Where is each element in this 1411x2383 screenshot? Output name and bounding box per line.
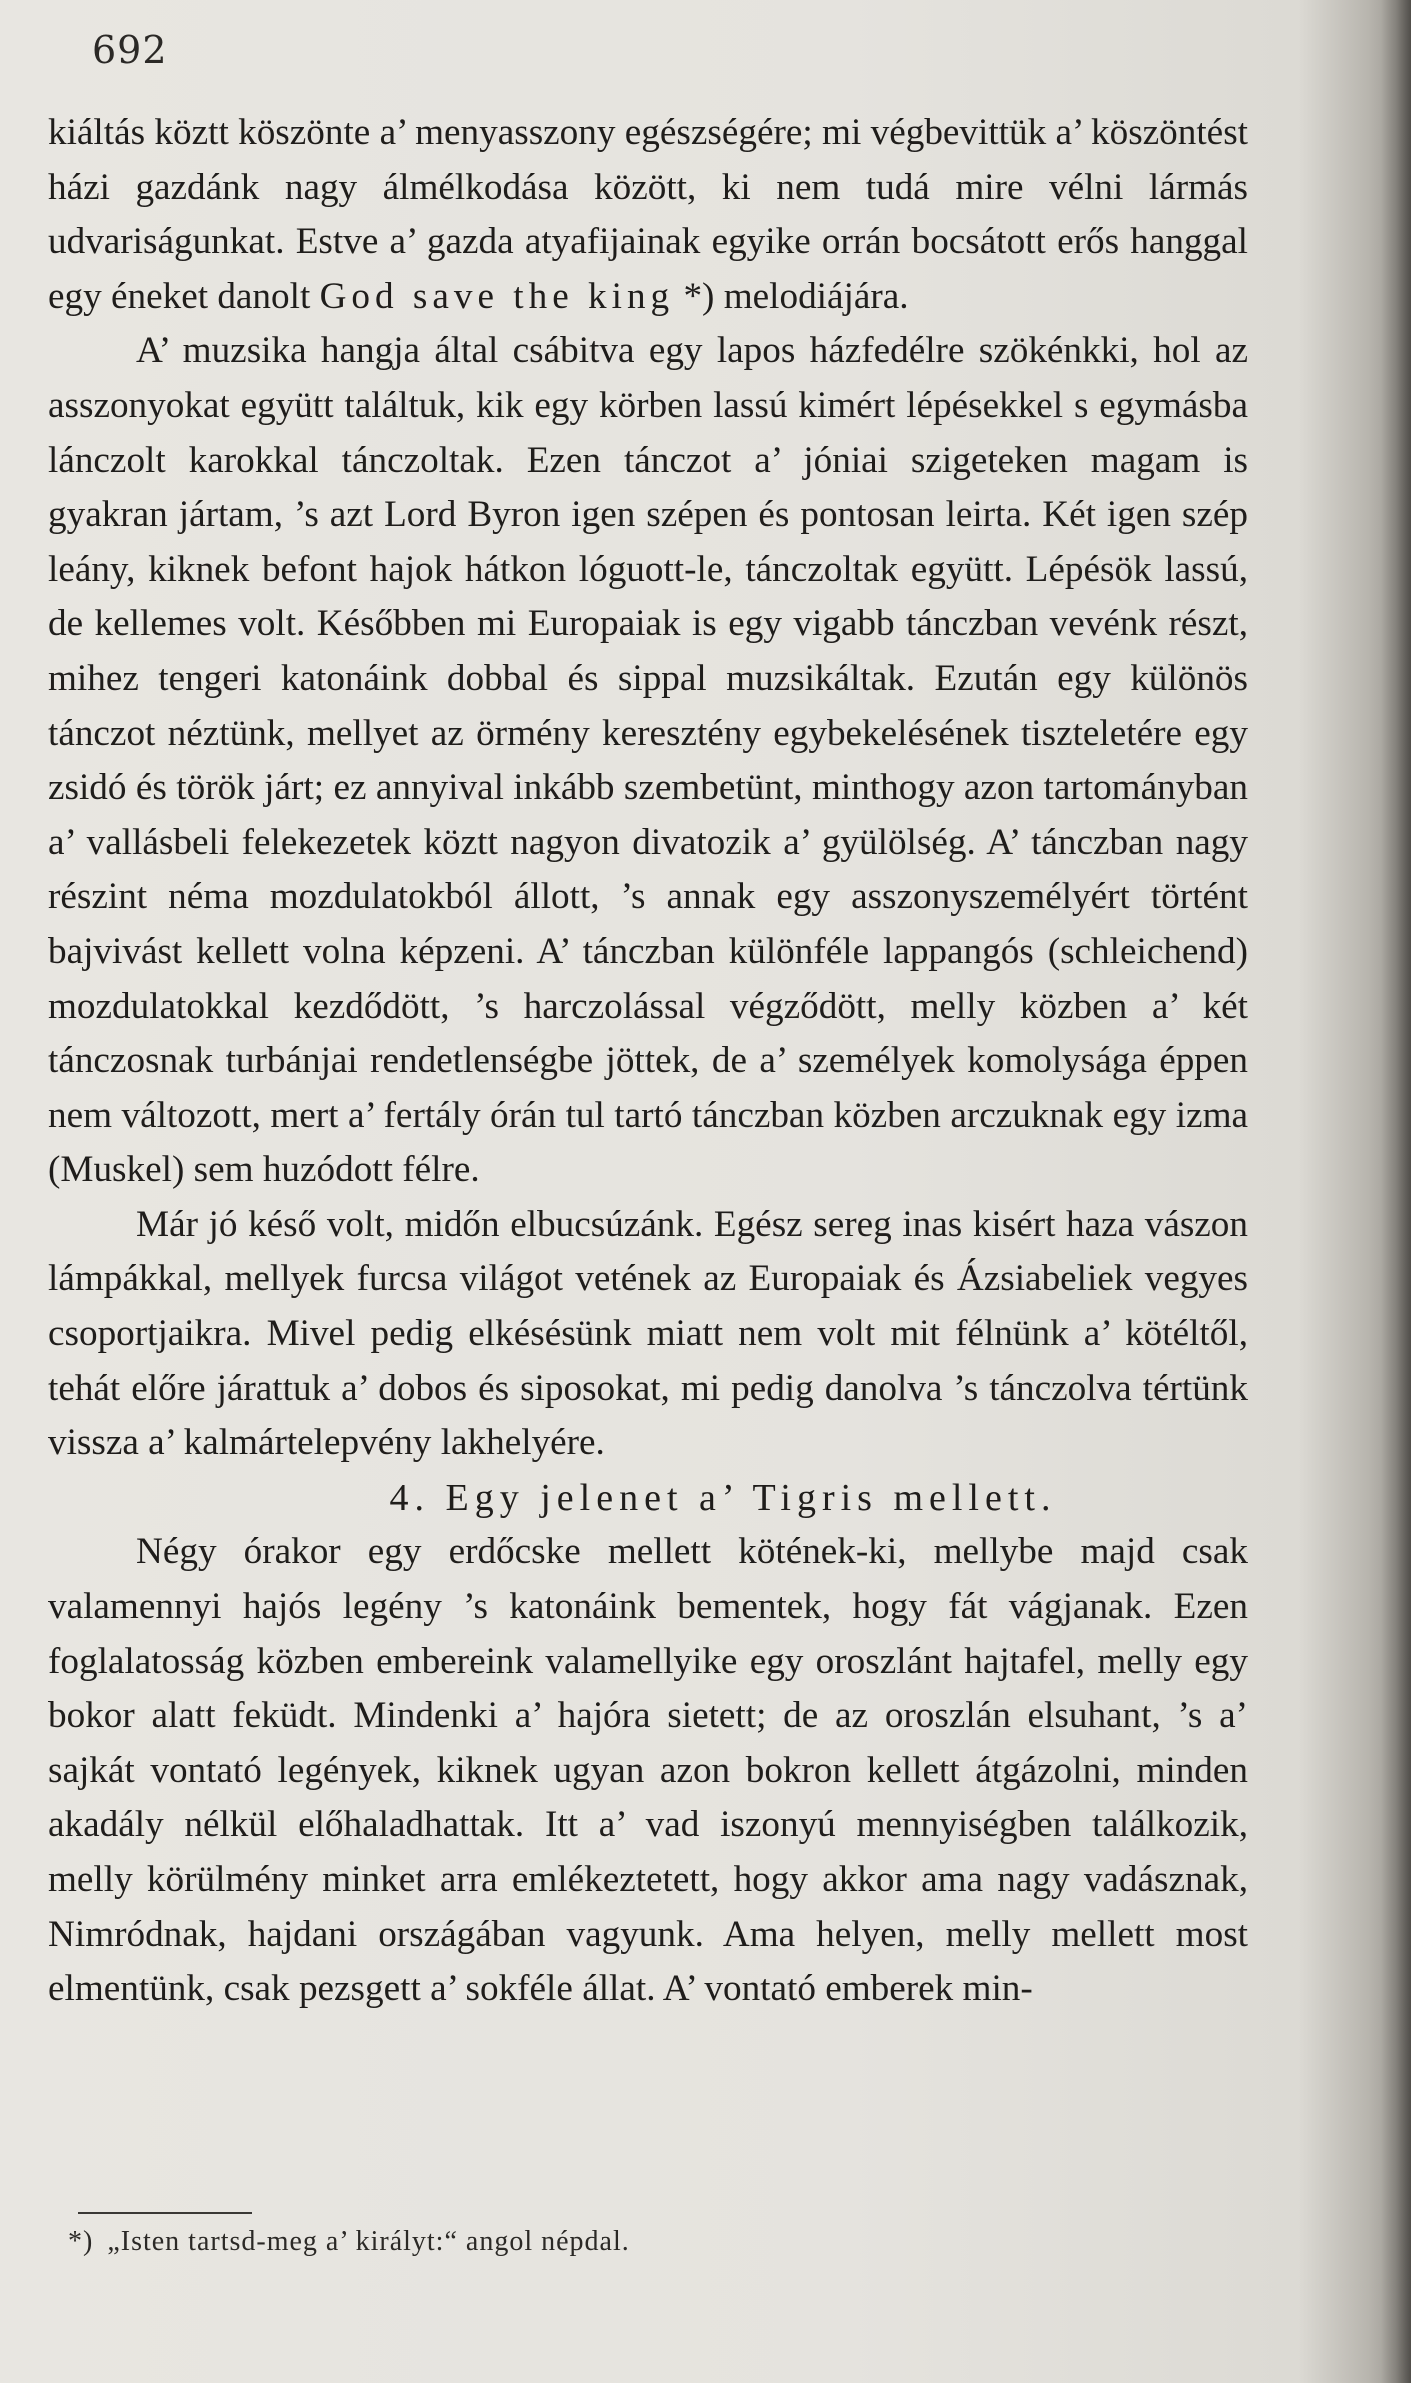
main-text <box>48 106 1248 2017</box>
footnote <box>68 2226 630 2258</box>
footnote-text: „Isten tartsd-meg a’ királyt:“ angol népdal. <box>107 2226 630 2257</box>
song-title: God save the king <box>319 275 675 317</box>
paragraph-tigris: Négy órakor egy erdőcske mellett kötének-ki, mellybe majd csak valamennyi hajós legény ’s katonáink bementek, hogy fát vágjanak. Ezen foglalatosság közben embereink valamellyike egy oroszlánt hajtafel, melly egy bokor alatt feküdt. Mindenki a’ hajóra sietett; de az oroszlán elsuhant, ’s a’ sajkát vontató legények, kiknek ugyan azon bokron kellett átgázolni, minden akadály nélkül előhaladhattak. Itt a’ vad iszonyú mennyiségben találkozik, melly körülmény minket arra emlékeztetett, hogy akkor ama nagy vadásznak, Nimródnak, hajdani országában vagyunk. Ama helyen, melly mellett most elmentünk, csak pezsgett a’ sokféle állat. A’ vontató emberek min- <box>48 1531 1248 2010</box>
paragraph-farewell: Már jó késő volt, midőn elbucsúzánk. Egész sereg inas kisért haza vászon lámpákkal, mellyek furcsa világot vetének az Europaiak és Ázsiabeliek vegyes csoportjaikra. Mivel pedig elkésésünk miatt nem volt mit félnünk a’ kötéltől, tehát előre járattuk a’ dobos és siposokat, mi pedig danolva ’s tánczolva tértünk vissza a’ kalmártelepvény lakhelyére. <box>48 1203 1248 1464</box>
footnote-marker: *) <box>68 2226 94 2257</box>
footnote-reference: *) <box>683 275 715 317</box>
page-number: 692 <box>92 28 168 72</box>
paragraph-continuation <box>48 106 1248 324</box>
section-heading: 4. Egy jelenet a’ Tigris mellett. <box>389 1476 1057 1519</box>
paragraph-dance: A’ muzsika hangja által csábitva egy lapos házfedélre szökénkki, hol az asszonyokat együtt találtuk, kik egy körben lassú kimért lépésekkel s egymásba lánczolt karokkal tánczoltak. Ezen tánczot a’ jóniai szigeteken magam is gyakran jártam, ’s azt Lord Byron igen szépen és pontosan leirta. Két igen szép leány, kiknek befont hajok hátkon lóguott-le, tánczoltak együtt. Lépésök lassú, de kellemes volt. Későbben mi Europaiak is egy vigabb tánczban vevénk részt, mihez tengeri katonáink dobbal és sippal muzsikáltak. Ezután egy különös tánczot néztünk, mellyet az örmény keresztény egybekelésének tiszteletére egy zsidó és török járt; ez annyival inkább szembetünt, minthogy azon tartományban a’ vallásbeli felekezetek köztt nagyon divatozik a’ gyülölség. A’ tánczban nagy részint néma mozdulatokból állott, ’s annak egy asszonyszemélyért történt bajvivást kellett volna képzeni. A’ tánczban különféle lappangós (schleichend) mozdulatokkal kezdődött, ’s harczolással végződött, melly közben a’ két tánczosnak turbánjai rendetlenségbe jöttek, de a’ személyek komolysága éppen nem változott, mert a’ fertály órán tul tartó tánczban közben arczuknak egy izma (Muskel) sem huzódott félre. <box>48 330 1248 1191</box>
page-edge-shadow <box>1381 0 1411 2383</box>
continuation-text: kiáltás köztt köszönte a’ menyasszony egészségére; mi végbevittük a’ köszöntést házi gazdánk nagy álmélkodása között, ki nem tudá mire vélni lármás udvariságunkat. Estve a’ gazda atyafijainak egyike orrán bocsátott erős hanggal egy éneket danolt <box>48 112 1248 317</box>
footnote-divider <box>78 2212 252 2214</box>
continuation-end: melodiájára. <box>723 275 909 317</box>
